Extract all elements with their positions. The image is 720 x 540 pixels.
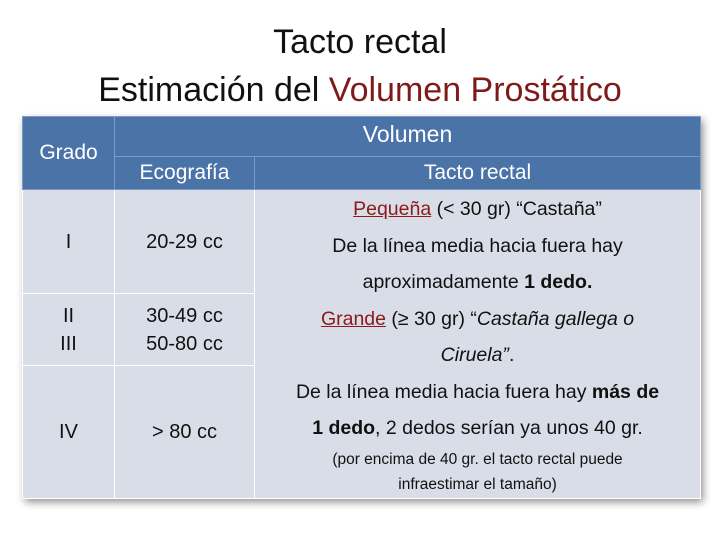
pequena-label: Pequeña xyxy=(353,198,432,221)
tacto-line1: De la línea media hacia fuera hay xyxy=(332,234,623,257)
tacto-line3 xyxy=(255,374,700,411)
eco-III: 50-80 cc xyxy=(146,332,223,355)
tacto-note: (por encima de 40 gr. el tacto rectal puede infraestimar el tamaño) xyxy=(332,450,623,493)
header-grado: Grado xyxy=(23,117,115,190)
grado-cell-IV: IV xyxy=(23,366,115,499)
tacto-grande-line xyxy=(255,301,700,338)
ciruela-italic: Ciruela” xyxy=(440,344,509,367)
page-title-line2 xyxy=(0,70,720,110)
grande-text: (≥ 30 gr) “ xyxy=(385,307,477,330)
eco-cell-II-III xyxy=(115,294,255,366)
tacto-line3-bold: más de xyxy=(591,380,660,403)
eco-cell-I: 20-29 cc xyxy=(115,190,255,294)
tacto-pequena-line xyxy=(255,191,700,228)
tacto-line2-text: aproximadamente xyxy=(362,271,525,294)
page-title-line1: Tacto rectal xyxy=(273,23,447,61)
title-prefix: Estimación del xyxy=(98,71,329,109)
pequena-text: (< 30 gr) “Castaña” xyxy=(431,198,602,221)
grado-cell-I: I xyxy=(23,190,115,294)
volume-table xyxy=(22,116,700,498)
grado-cell-II-III xyxy=(23,294,115,366)
tacto-line3-text: De la línea media hacia fuera hay xyxy=(295,380,592,403)
eco-II: 30-49 cc xyxy=(146,304,223,327)
header-tacto-rectal: Tacto rectal xyxy=(255,157,701,190)
tacto-line2 xyxy=(255,264,700,301)
header-volumen: Volumen xyxy=(115,117,701,157)
tacto-line4-text: , 2 dedos serían ya unos 40 gr. xyxy=(375,417,643,440)
header-ecografia: Ecografía xyxy=(115,157,255,190)
tacto-rectal-description xyxy=(255,190,701,499)
tacto-line4 xyxy=(255,410,700,447)
eco-cell-IV: > 80 cc xyxy=(115,366,255,499)
grado-III: III xyxy=(60,332,77,355)
title-accent: Volumen Prostático xyxy=(328,71,622,109)
tacto-line4-bold: 1 dedo xyxy=(312,417,376,440)
grande-label: Grande xyxy=(320,307,386,330)
grado-II: II xyxy=(62,304,75,327)
tacto-line2-bold: 1 dedo. xyxy=(524,271,593,294)
grande-italic: Castaña gallega o xyxy=(476,307,635,330)
ciruela-end: . xyxy=(508,344,515,367)
tacto-ciruela-line xyxy=(255,337,700,374)
